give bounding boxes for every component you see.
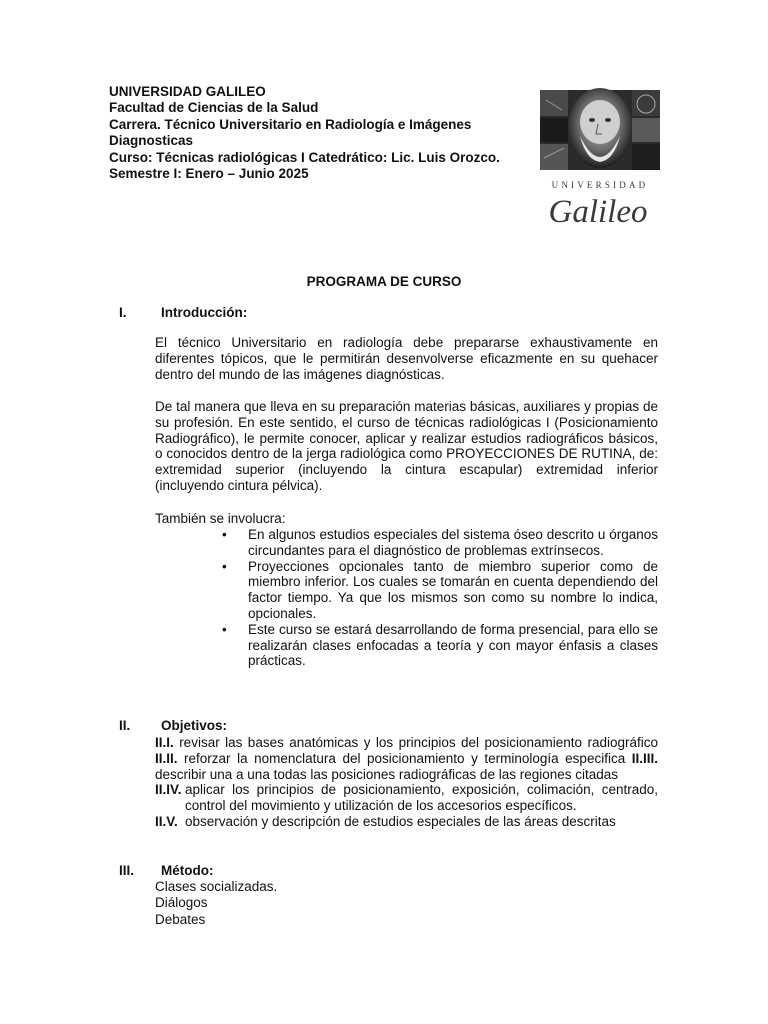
method-item: Debates (155, 911, 206, 927)
objective-text: reforzar la nomenclatura del posicionamiento y terminología especifica (177, 750, 632, 766)
document-title: PROGRAMA DE CURSO (306, 274, 462, 289)
section-heading: Introducción: (161, 305, 248, 320)
header-line: Semestre I: Enero – Junio 2025 (109, 166, 309, 182)
objective-label: II.I. (155, 735, 174, 750)
objective-text: describir una a una todas las posiciones radiográficas de las regiones citadas (155, 766, 619, 782)
paragraph-text: El técnico Universitario en radiología debe prepararse exhaustivamente en diferentes tópicos, que le permitirán desenvolverse eficazmente en su quehacer dentro del mundo de las imágenes diagnósticas. (155, 335, 658, 382)
logo-top-text: UNIVERSIDAD (551, 180, 649, 190)
objective-item (155, 782, 658, 814)
objective-text: aplicar los principios de posicionamiento, exposición, colimación, centrado, control del movimiento y utilización de los accesorios específicos. (185, 782, 658, 814)
list-item-text: Proyecciones opcionales tanto de miembro superior como de miembro inferior. Los cuales se tomarán en cuenta dependiendo del factor tiempo. Ya que los mismos son como su nombre lo indica, opcionales. (248, 558, 658, 621)
header-line: Carrera. Técnico Universitario en Radiología e Imágenes Diagnosticas (109, 116, 472, 149)
method-list (155, 879, 277, 928)
list-item-text: En algunos estudios especiales del sistema óseo descrito u órganos circundantes para el diagnóstico de problemas extrínsecos. (248, 527, 658, 558)
list-item-text: Este curso se estará desarrollando de forma presencial, para ello se realizarán clases enfocadas a teoría y con mayor énfasis a clases prácticas. (248, 621, 658, 669)
header-line: Facultad de Ciencias de la Salud (109, 100, 319, 116)
objective-label: II.IV. (155, 782, 182, 798)
list-item (222, 527, 658, 559)
paragraph-text: También se involucra: (155, 511, 286, 526)
objective-label: II.V. (155, 813, 178, 829)
galileo-portrait-icon (528, 82, 668, 227)
objective-label: II.II. (155, 750, 178, 766)
objectives-paragraph (155, 735, 658, 782)
method-item: Clases socializadas. (155, 879, 278, 894)
section-number: I. (119, 305, 127, 320)
bullet-list (222, 527, 658, 669)
intro-paragraph (155, 399, 658, 494)
objective-label: II.III. (631, 750, 658, 766)
intro-paragraph (155, 335, 658, 382)
header-line: Curso: Técnicas radiológicas I Catedrático: Lic. Luis Orozco. (109, 149, 500, 165)
logo-wordmark: Galileo (548, 194, 648, 227)
header-line: UNIVERSIDAD GALILEO (109, 84, 266, 99)
bullet-icon: • (222, 527, 227, 542)
section-heading: Objetivos: (161, 718, 228, 733)
list-item (222, 622, 658, 669)
objective-text: observación y descripción de estudios especiales de las áreas descritas (185, 813, 616, 829)
objectives-block (155, 735, 658, 830)
paragraph-text: De tal manera que lleva en su preparación materias básicas, auxiliares y propias de su profesión. En este sentido, el curso de técnicas radiológicas I (Posicionamiento Radiográfico), le permite conocer, aplicar y realizar estudios radiográficos básicos, o conocidos dentro de la jerga radiológica como PROYECCIONES DE RUTINA, de: extremidad superior (incluyendo la cintura escapular) extremidad inferior (incluyendo cintura pélvica). (155, 399, 658, 493)
university-logo (528, 82, 668, 227)
section-number: II. (119, 718, 131, 733)
bullet-icon: • (222, 558, 227, 574)
section-heading: Método: (161, 863, 214, 878)
section-number: III. (119, 863, 135, 878)
bullet-icon: • (222, 621, 227, 637)
objective-text: revisar las bases anatómicas y los principios del posicionamiento radiográfico (173, 735, 658, 750)
institution-header (109, 84, 504, 182)
intro-paragraph (155, 511, 658, 527)
method-item: Diálogos (155, 895, 208, 911)
objective-item (155, 814, 658, 830)
list-item (222, 559, 658, 622)
